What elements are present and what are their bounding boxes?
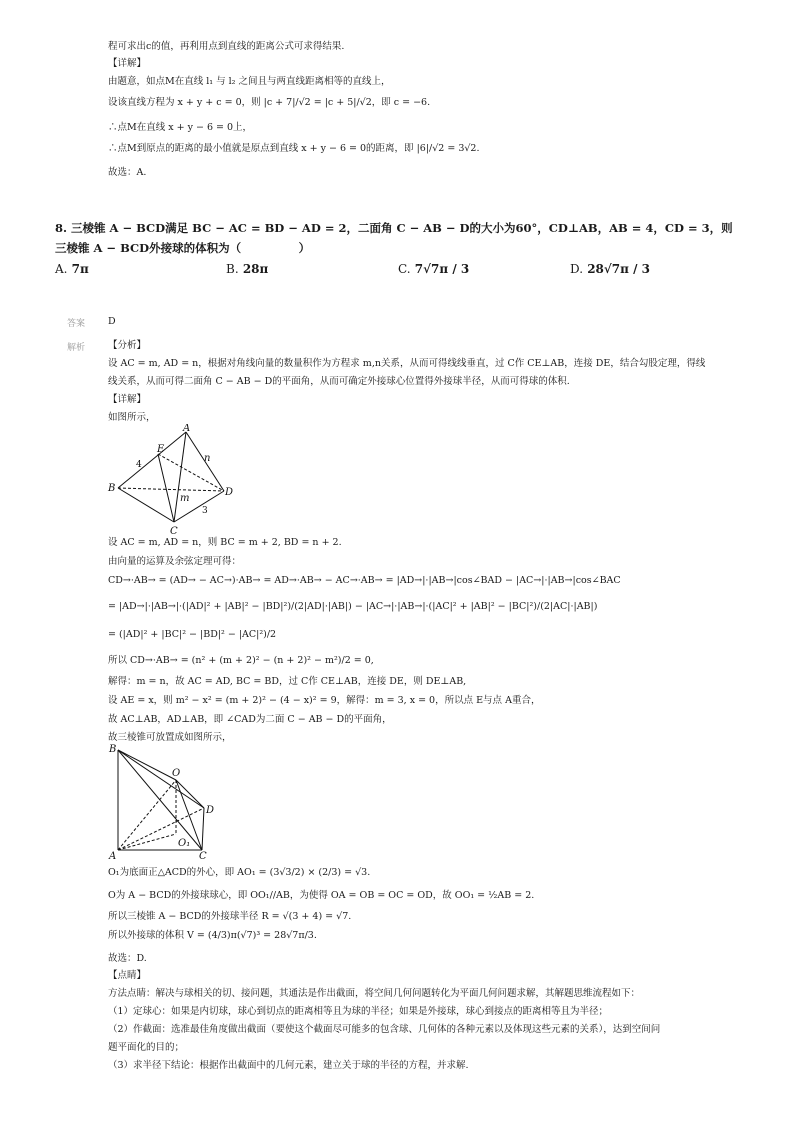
detail-line-10: 故 AC⊥AB，AD⊥AB，即 ∠CAD为二面 C − AB − D的平面角，: [108, 714, 392, 725]
question-8-line-2: 三棱锥 A − BCD外接球的体积为（ ）: [55, 241, 311, 255]
option-d-label: D.: [570, 262, 584, 276]
fig1-label-a: A: [183, 424, 191, 434]
detail-line-12: O₁为底面正△ACD的外心，即 AO₁ = (3√3/2) × (2/3) = √3.: [108, 867, 371, 878]
detail-line-2: 设 AC = m, AD = n，则 BC = m + 2, BD = n + 2.: [108, 537, 342, 548]
analysis-line-1: 设 AC = m, AD = n，根据对角线向量的数量积作为方程求 m,n关系，从而可得线线垂直，过 C作 CE⊥AB，连接 DE，结合勾股定理，得线: [108, 358, 706, 369]
fig1-label-d: D: [225, 487, 234, 498]
edge-ab: [118, 432, 186, 488]
detail-tag: 【详解】: [108, 394, 147, 405]
detail-line-15: 所以外接球的体积 V = (4/3)π(√7)³ = 28√7π/3.: [108, 930, 317, 941]
top-detail-tag: 【详解】: [108, 58, 147, 69]
detail-line-16: 故选：D.: [108, 953, 147, 964]
fig1-label-4: 4: [136, 460, 142, 470]
segment-od: [176, 780, 204, 808]
point-tag: 【点睛】: [108, 970, 147, 981]
option-c: [398, 262, 469, 276]
segment-ed-hidden: [158, 454, 224, 491]
top-line-1: 程可求出c的值，再利用点到直线的距离公式可求得结果.: [108, 41, 345, 52]
analysis-side-label: 解析: [67, 343, 86, 353]
option-b-label: B.: [226, 262, 239, 276]
point-line-2: （1）定球心：如果是内切球，球心到切点的距离相等且为球的半径；如果是外接球，球心到接点的距离相等且为半径；: [108, 1006, 609, 1017]
detail-line-13: O为 A − BCD的外接球球心，即 OO₁//AB，为使得 OA = OB = OC = OD，故 OO₁ = ½AB = 2.: [108, 890, 535, 901]
detail-line-11: 故三棱锥可放置成如图所示，: [108, 732, 232, 743]
point-line-1: 方法点睛：解决与球相关的切、接问题，其通法是作出截面，将空间几何问题转化为平面几何问题求解，其解题思维流程如下：: [108, 988, 641, 999]
fig1-label-e: E: [157, 444, 165, 455]
analysis-line-2: 线关系，从而可得二面角 C − AB − D的平面角，从而可确定外接球心位置得外接球半径，从而可得球的体积.: [108, 376, 570, 387]
segment-ec: [158, 454, 174, 522]
detail-line-4: CD→·AB→ = (AD→ − AC→)·AB→ = AD→·AB→ − AC→·AB→ = |AD→|·|AB→|cos∠BAD − |AC→|·|AB→|cos∠BAC: [108, 575, 621, 586]
point-line-3: （2）作截面：选准最佳角度做出截面（要使这个截面尽可能多的包含球、几何体的各种元素以及体现这些元素的关系），达到空间问: [108, 1024, 661, 1035]
point-line-4: 题平面化的目的；: [108, 1042, 185, 1053]
answer-value: D: [108, 316, 116, 327]
segment-bo: [118, 750, 176, 780]
edge-ac: [174, 432, 186, 522]
top-line-6: 故选：A.: [108, 167, 147, 178]
top-line-5: ∴点M到原点的距离的最小值就是原点到直线 x + y − 6 = 0的距离，即 |6|/√2 = 3√2.: [108, 143, 480, 154]
edge-bd: [118, 750, 204, 808]
fig2-label-b: B: [109, 744, 117, 755]
segment-ao-hidden: [118, 780, 176, 850]
top-line-4: ∴点M在直线 x + y − 6 = 0上，: [108, 122, 253, 133]
detail-line-9: 设 AE = x，则 m² − x² = (m + 2)² − (4 − x)² = 9，解得：m = 3, x = 0，所以点 E与点 A重合，: [108, 695, 541, 706]
detail-line-1: 如图所示，: [108, 412, 156, 423]
option-d-value: 28√7π / 3: [587, 262, 651, 276]
option-d: [570, 262, 650, 276]
segment-ao1-hidden: [118, 834, 176, 850]
answer-side-label: 答案: [67, 319, 86, 329]
analysis-tag: 【分析】: [108, 340, 147, 351]
detail-line-5: = |AD→|·|AB→|·(|AD|² + |AB|² − |BD|²)/(2|AD|·|AB|) − |AC→|·|AB→|·(|AC|² + |AB|² − |BC|²)/(2|AC|·|AB|): [108, 601, 598, 612]
point-line-5: （3）求半径下结论：根据作出截面中的几何元素，建立关于球的半径的方程，并求解.: [108, 1060, 469, 1071]
edge-bd-hidden: [118, 488, 224, 491]
fig2-label-c: C: [199, 851, 207, 862]
detail-line-3: 由向量的运算及余弦定理可得：: [108, 556, 242, 567]
tetrahedron-figure-1: [106, 424, 236, 536]
option-b-value: 28π: [242, 262, 269, 276]
fig1-label-b: B: [108, 483, 116, 494]
fig2-label-o1: O₁: [178, 838, 191, 849]
edge-cd: [202, 808, 204, 850]
edge-ad-hidden: [118, 808, 204, 850]
option-a: [55, 262, 89, 276]
fig1-label-m: m: [180, 493, 190, 504]
fig2-label-d: D: [206, 805, 215, 816]
fig2-label-a: A: [109, 851, 117, 862]
fig2-label-o: O: [172, 768, 181, 779]
option-a-value: 7π: [71, 262, 89, 276]
fig1-label-c: C: [170, 526, 178, 536]
detail-line-7: 所以 CD→·AB→ = (n² + (m + 2)² − (n + 2)² − m²)/2 = 0,: [108, 655, 374, 666]
edge-bc: [118, 488, 174, 522]
detail-line-14: 所以三棱锥 A − BCD的外接球半径 R = √(3 + 4) = √7.: [108, 911, 352, 922]
top-line-3: 设该直线方程为 x + y + c = 0，则 |c + 7|/√2 = |c + 5|/√2，即 c = −6.: [108, 97, 431, 108]
top-line-2: 由题意，如点M在直线 l₁ 与 l₂ 之间且与两直线距离相等的直线上，: [108, 76, 391, 87]
option-c-label: C.: [398, 262, 411, 276]
option-c-value: 7√7π / 3: [414, 262, 470, 276]
tetrahedron-figure-2: [106, 742, 224, 862]
option-a-label: A.: [55, 262, 68, 276]
detail-line-8: 解得：m = n，故 AC = AD, BC = BD，过 C作 CE⊥AB，连接 DE，则 DE⊥AB,: [108, 676, 467, 687]
fig1-label-n: n: [204, 453, 211, 464]
question-8-line-1: 8. 三棱锥 A − BCD满足 BC − AC = BD − AD = 2，二面角 C − AB − D的大小为60°，CD⊥AB，AB = 4，CD = 3，则: [55, 221, 733, 235]
fig1-label-3: 3: [202, 506, 208, 516]
detail-line-6: = (|AD|² + |BC|² − |BD|² − |AC|²)/2: [108, 629, 277, 640]
option-b: [226, 262, 268, 276]
